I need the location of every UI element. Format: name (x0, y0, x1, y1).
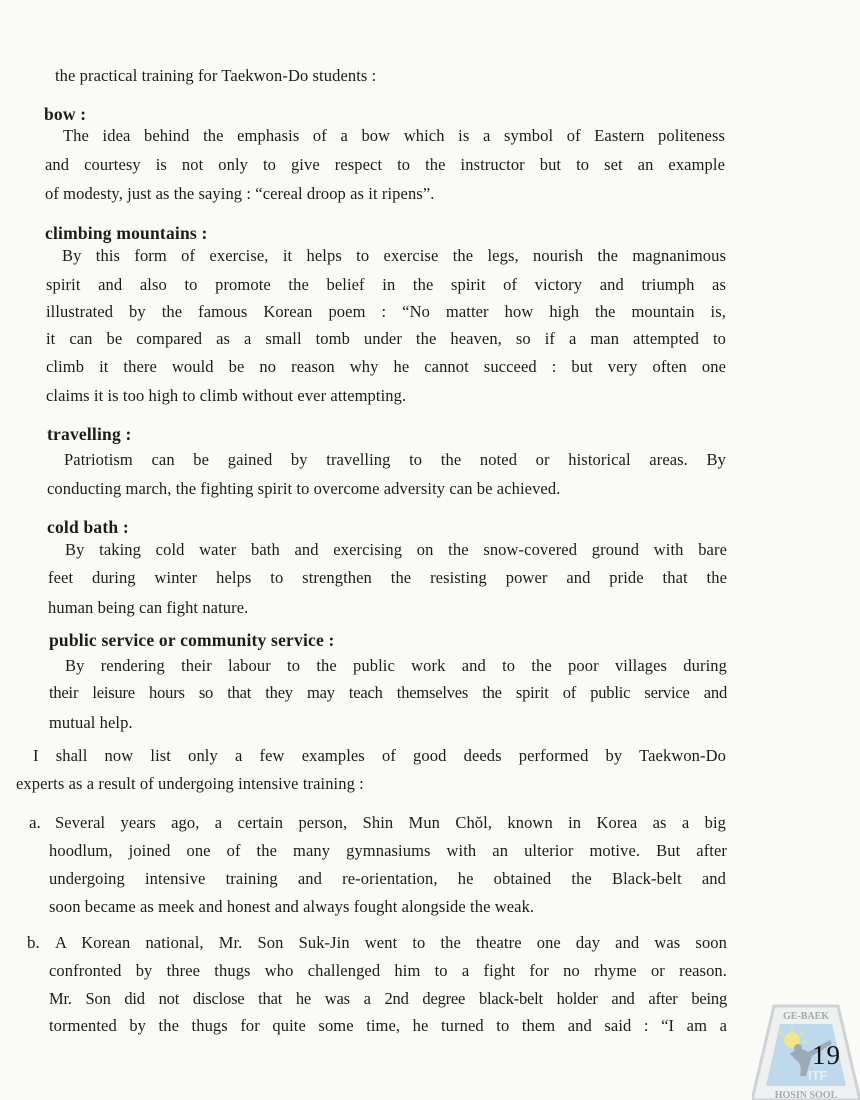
section-travelling-line: Patriotism can be gained by travelling to the noted or historical areas. By (64, 450, 726, 469)
example-a-line: undergoing intensive training and re-orientation, he obtained the Black-belt and (49, 869, 726, 888)
section-heading-public-service: public service or community service : (49, 630, 335, 650)
section-heading-cold-bath: cold bath : (47, 517, 129, 537)
watermark-logo (752, 1004, 860, 1100)
example-a-line: soon became as meek and honest and always fought alongside the weak. (49, 897, 535, 916)
logo-center-text: ITF (808, 1068, 828, 1083)
example-label-b: b. (27, 933, 40, 952)
section-climbing-line: spirit and also to promote the belief in the spirit of victory and triumph as (46, 275, 726, 294)
section-travelling-line: conducting march, the fighting spirit to overcome adversity can be achieved. (47, 479, 561, 498)
intro-line: the practical training for Taekwon-Do students : (55, 66, 377, 85)
example-b-line: Mr. Son did not disclose that he was a 2nd degree black-belt holder and after being (49, 989, 727, 1008)
section-bow-line: of modesty, just as the saying : “cereal droop as it ripens”. (45, 184, 435, 203)
example-label-a: a. (29, 813, 41, 832)
transition-line: experts as a result of undergoing intensive training : (16, 774, 364, 793)
section-bow-line: and courtesy is not only to give respect to the instructor but to set an example (45, 155, 725, 174)
section-climbing-line: claims it is too high to climb without ever attempting. (46, 386, 407, 405)
section-heading-travelling: travelling : (47, 424, 132, 444)
logo-top-text: GE-BAEK (782, 1011, 830, 1022)
example-b-line: tormented by the thugs for quite some time, he turned to them and said : “I am a (49, 1016, 727, 1035)
section-heading-climbing-mountains: climbing mountains : (45, 223, 208, 243)
section-public-service-line: mutual help. (49, 713, 133, 732)
example-a-line: Several years ago, a certain person, Shin Mun Chŏl, known in Korea as a big (55, 813, 726, 832)
section-cold-bath-line: human being can fight nature. (48, 598, 249, 617)
section-public-service-line: their leisure hours so that they may teach themselves the spirit of public service and (49, 683, 727, 702)
section-cold-bath-line: feet during winter helps to strengthen the resisting power and pride that the (48, 568, 727, 587)
example-a-line: hoodlum, joined one of the many gymnasiums with an ulterior motive. But after (49, 841, 727, 860)
example-b-line: A Korean national, Mr. Son Suk-Jin went to the theatre one day and was soon (55, 933, 727, 952)
martial-artist-kick-logo-icon (752, 1004, 860, 1100)
logo-bottom-text: HOSIN SOOL (774, 1090, 838, 1100)
section-bow-line: The idea behind the emphasis of a bow which is a symbol of Eastern politeness (63, 126, 725, 145)
section-cold-bath-line: By taking cold water bath and exercising on the snow-covered ground with bare (65, 540, 727, 559)
section-climbing-line: it can be compared as a small tomb under the heaven, so if a man attempted to (46, 329, 726, 348)
page-number: 19 (812, 1040, 841, 1070)
section-climbing-line: climb it there would be no reason why he cannot succeed : but very often one (46, 357, 726, 376)
section-heading-bow: bow : (44, 104, 87, 124)
example-b-line: confronted by three thugs who challenged him to a fight for no rhyme or reason. (49, 961, 727, 980)
section-climbing-line: By this form of exercise, it helps to exercise the legs, nourish the magnanimous (62, 246, 726, 265)
section-climbing-line: illustrated by the famous Korean poem : “No matter how high the mountain is, (46, 302, 726, 321)
section-public-service-line: By rendering their labour to the public work and to the poor villages during (65, 656, 727, 675)
transition-line: I shall now list only a few examples of good deeds performed by Taekwon-Do (33, 746, 726, 765)
